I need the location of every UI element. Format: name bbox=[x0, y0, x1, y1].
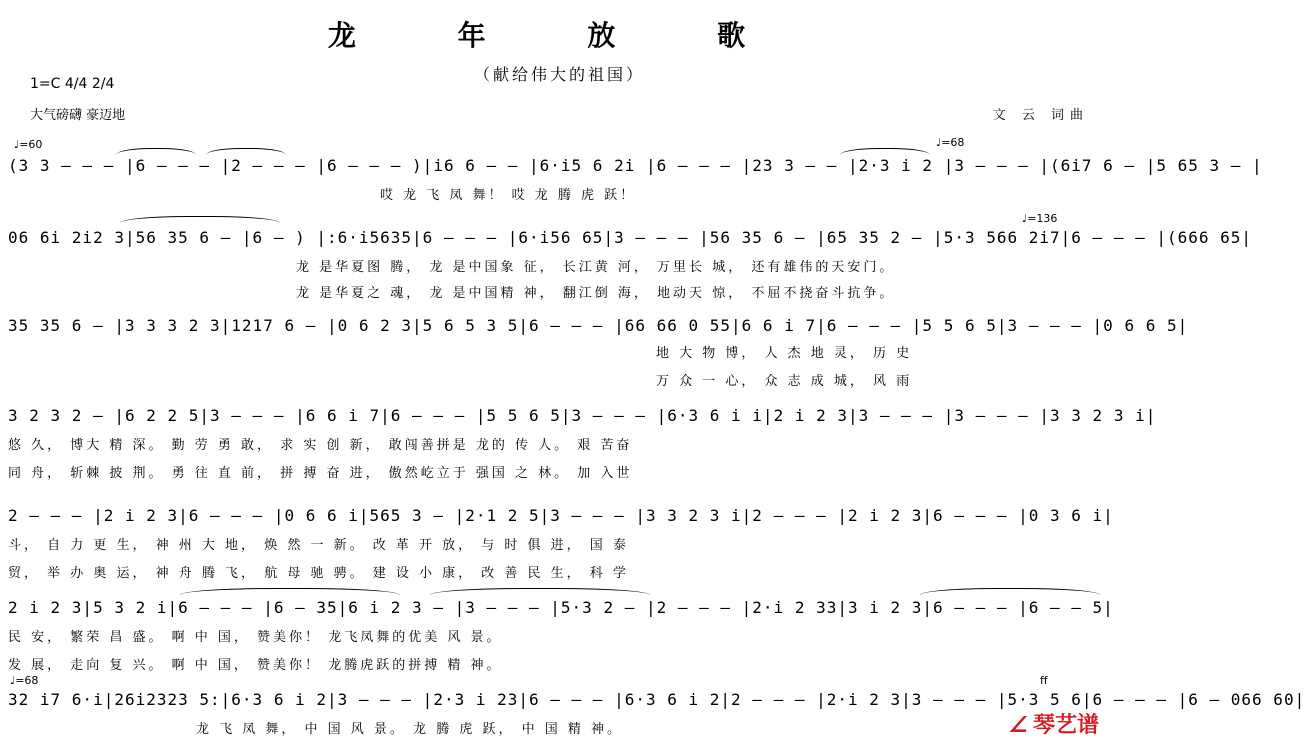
score-row-2-notes: 06 6i 2i2 3|56 35 6 — |6 — ) |:6·i5635|6 — — — |6·i56 65|3 — — — |56 35 6 — |65 35 2 — |5·3 566 2i7|6 — — — |(666 65| bbox=[8, 228, 1253, 247]
score-row-6-lyrics-2: 发 展， 走向 复 兴。 啊 中 国， 赞美你！ 龙腾虎跃的拼搏 精 神。 bbox=[8, 658, 503, 673]
score-row-2-lyrics-1: 龙 是华夏图 腾， 龙 是中国象 征， 长江黄 河， 万里长 城， 还有雄伟的天安门。 bbox=[296, 260, 896, 275]
score-row-4-notes: 3 2 3 2 — |6 2 2 5|3 — — — |6 6 i 7|6 — — — |5 5 6 5|3 — — — |6·3 6 i i|2 i 2 3|3 — — — |3 — — — |3 3 2 3 i| bbox=[8, 406, 1157, 425]
dynamic-ff: ff bbox=[1040, 674, 1048, 687]
slur bbox=[120, 216, 280, 223]
site-logo bbox=[1009, 708, 1099, 739]
score-row-7-lyrics: 龙 飞 凤 舞， 中 国 风 景。 龙 腾 虎 跃， 中 国 精 神。 bbox=[196, 722, 623, 737]
score-row-5-lyrics-1: 斗， 自 力 更 生， 神 州 大 地， 焕 然 一 新。 改 革 开 放， 与 时 俱 进， 国 泰 bbox=[8, 538, 629, 553]
slur bbox=[840, 148, 930, 155]
tempo-mark-2: ♩=68 bbox=[936, 136, 965, 149]
score-row-1-lyrics: 哎 龙 飞 凤 舞！ 哎 龙 腾 虎 跃！ bbox=[380, 188, 637, 203]
song-subtitle: （献给伟大的祖国） bbox=[473, 65, 645, 84]
tempo-mark-1: ♩=60 bbox=[14, 138, 43, 151]
score-row-3-notes: 35 35 6 — |3 3 3 2 3|1217 6 — |0 6 2 3|5 6 5 3 5|6 — — — |66 66 0 55|6 6 i 7|6 — — — |5 5 6 5|3 — — — |0 6 6 5| bbox=[8, 316, 1189, 335]
score-row-5-notes: 2 — — — |2 i 2 3|6 — — — |0 6 6 i|565 3 — |2·1 2 5|3 — — — |3 3 2 3 i|2 — — — |2 i 2 3|6 — — — |0 3 6 i| bbox=[8, 506, 1114, 525]
slur bbox=[430, 588, 650, 595]
slur bbox=[920, 588, 1100, 595]
tempo-mark-3: ♩=136 bbox=[1022, 212, 1058, 225]
slur bbox=[206, 148, 286, 155]
score-row-3-lyrics-1: 地 大 物 博， 人 杰 地 灵， 历 史 bbox=[656, 346, 913, 361]
score-row-4-lyrics-1: 悠 久， 博大 精 深。 勤 劳 勇 敢， 求 实 创 新， 敢闯善拼是 龙的 传 人。 艰 苦奋 bbox=[8, 438, 633, 453]
score-row-3-lyrics-2: 万 众 一 心， 众 志 成 城， 风 雨 bbox=[656, 374, 913, 389]
slur bbox=[116, 148, 196, 155]
score-row-7-notes: 32 i7 6·i|26i2323 5:|6·3 6 i 2|3 — — — |2·3 i 23|6 — — — |6·3 6 i 2|2 — — — |2·i 2 3|3 — — — |5·3 5 6|6 — — — |6 — 066 60| bbox=[8, 690, 1305, 709]
credits: 文 云 词曲 bbox=[992, 108, 1089, 123]
key-signature: 1=C 4/4 2/4 bbox=[30, 76, 115, 92]
score-row-2-lyrics-2: 龙 是华夏之 魂， 龙 是中国精 神， 翻江倒 海， 地动天 惊， 不屈不挠奋斗抗争。 bbox=[296, 286, 896, 301]
slur bbox=[180, 588, 400, 595]
tempo-marking: 大气磅礴 豪迈地 bbox=[30, 108, 126, 123]
song-title: 龙 年 放 歌 bbox=[327, 19, 792, 52]
score-row-6-notes: 2 i 2 3|5 3 2 i|6 — — — |6 — 35|6 i 2 3 — |3 — — — |5·3 2 — |2 — — — |2·i 2 33|3 i 2 3|6 — — — |6 — — 5| bbox=[8, 598, 1114, 617]
score-row-1-notes: (3 3 — — — |6 — — — |2 — — — |6 — — — )|i6 6 — — |6·i5 6 2i |6 — — — |23 3 — — |2·3 i 2 |3 — — — |(6i7 6 — |5 65 3 — | bbox=[8, 156, 1263, 175]
logo-icon: ∠ bbox=[1007, 713, 1032, 738]
tempo-mark-4: ♩=68 bbox=[10, 674, 39, 687]
score-row-6-lyrics-1: 民 安， 繁荣 昌 盛。 啊 中 国， 赞美你！ 龙飞凤舞的优美 风 景。 bbox=[8, 630, 503, 645]
score-row-5-lyrics-2: 贸， 举 办 奥 运， 神 舟 腾 飞， 航 母 驰 骋。 建 设 小 康， 改 善 民 生， 科 学 bbox=[8, 566, 629, 581]
score-row-4-lyrics-2: 同 舟， 斩棘 披 荆。 勇 往 直 前， 拼 搏 奋 进， 傲然屹立于 强国 之 林。 加 入世 bbox=[8, 466, 633, 481]
logo-text: 琴艺谱 bbox=[1032, 713, 1099, 738]
